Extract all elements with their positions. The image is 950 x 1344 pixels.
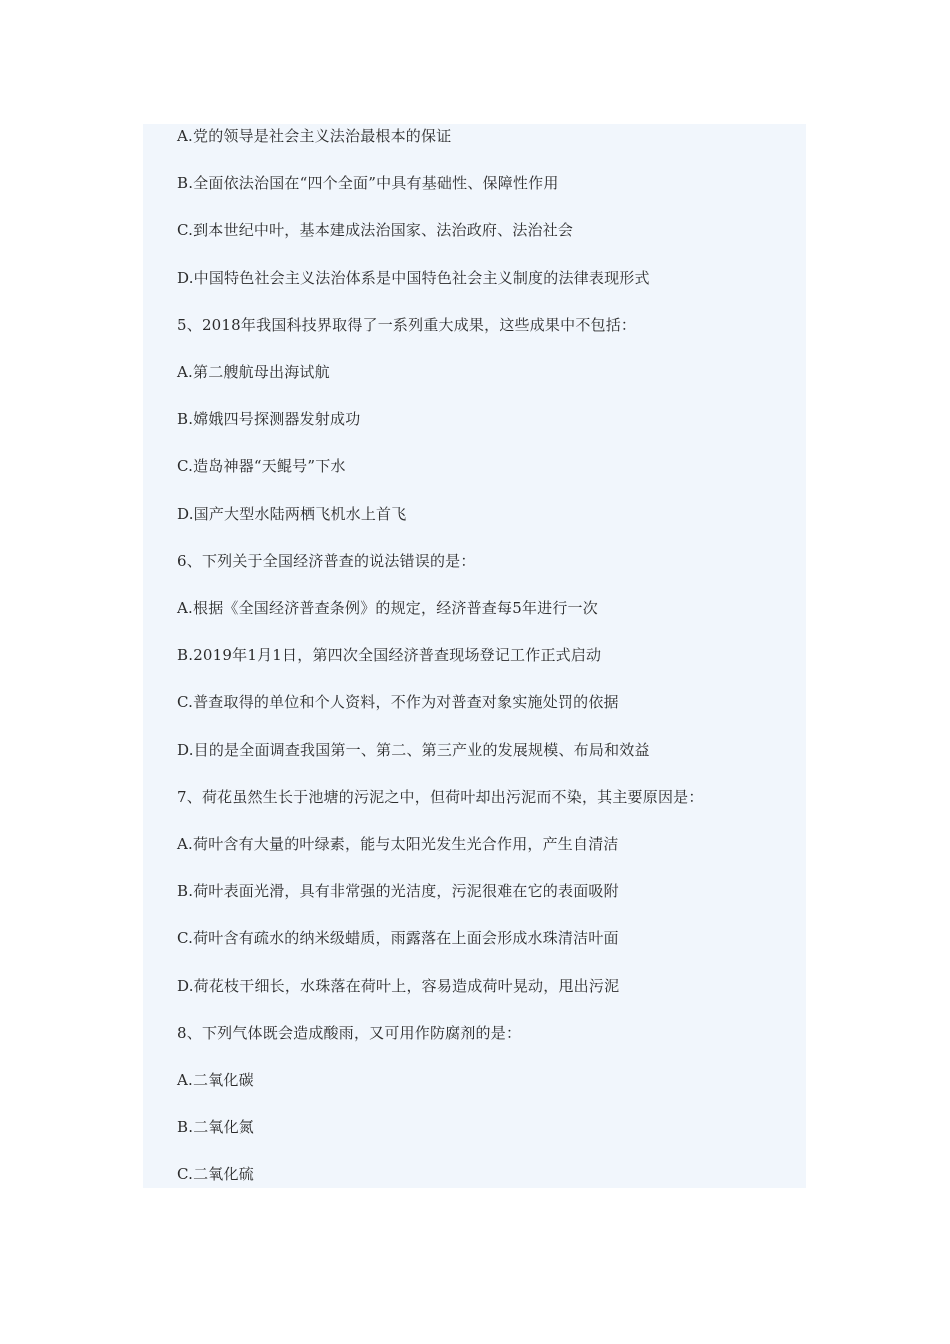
option-text: D.国产大型水陆两栖飞机水上首飞 xyxy=(177,505,407,523)
option-text: A.根据《全国经济普查条例》的规定，经济普查每5年进行一次 xyxy=(177,599,598,617)
question-text: 5、2018年我国科技界取得了一系列重大成果，这些成果中不包括： xyxy=(177,316,637,334)
option-text: B.2019年1月1日，第四次全国经济普查现场登记工作正式启动 xyxy=(177,646,602,664)
option-text: B.全面依法治国在“四个全面”中具有基础性、保障性作用 xyxy=(177,174,559,192)
option-text: A.荷叶含有大量的叶绿素，能与太阳光发生光合作用，产生自清洁 xyxy=(177,835,619,853)
option-text: B.荷叶表面光滑，具有非常强的光洁度，污泥很难在它的表面吸附 xyxy=(177,882,619,900)
option-text: A.二氧化碳 xyxy=(177,1071,254,1089)
option-text: A.党的领导是社会主义法治最根本的保证 xyxy=(177,127,452,145)
question-text: 6、下列关于全国经济普查的说法错误的是： xyxy=(177,552,476,570)
question-text: 8、下列气体既会造成酸雨，又可用作防腐剂的是： xyxy=(177,1024,522,1042)
option-text: D.目的是全面调查我国第一、第二、第三产业的发展规模、布局和效益 xyxy=(177,741,650,759)
option-text: C.二氧化硫 xyxy=(177,1165,254,1183)
option-text: B.嫦娥四号探测器发射成功 xyxy=(177,410,361,428)
option-text: C.荷叶含有疏水的纳米级蜡质，雨露落在上面会形成水珠清洁叶面 xyxy=(177,929,619,947)
option-text: C.到本世纪中叶，基本建成法治国家、法治政府、法治社会 xyxy=(177,221,574,239)
question-text: 7、荷花虽然生长于池塘的污泥之中，但荷叶却出污泥而不染，其主要原因是： xyxy=(177,788,704,806)
option-text: C.造岛神器“天鲲号”下水 xyxy=(177,457,346,475)
option-text: B.二氧化氮 xyxy=(177,1118,254,1136)
option-text: D.中国特色社会主义法治体系是中国特色社会主义制度的法律表现形式 xyxy=(177,269,650,287)
option-text: A.第二艘航母出海试航 xyxy=(177,363,330,381)
option-text: C.普查取得的单位和个人资料，不作为对普查对象实施处罚的依据 xyxy=(177,693,619,711)
option-text: D.荷花枝干细长，水珠落在荷叶上，容易造成荷叶晃动，甩出污泥 xyxy=(177,977,620,995)
